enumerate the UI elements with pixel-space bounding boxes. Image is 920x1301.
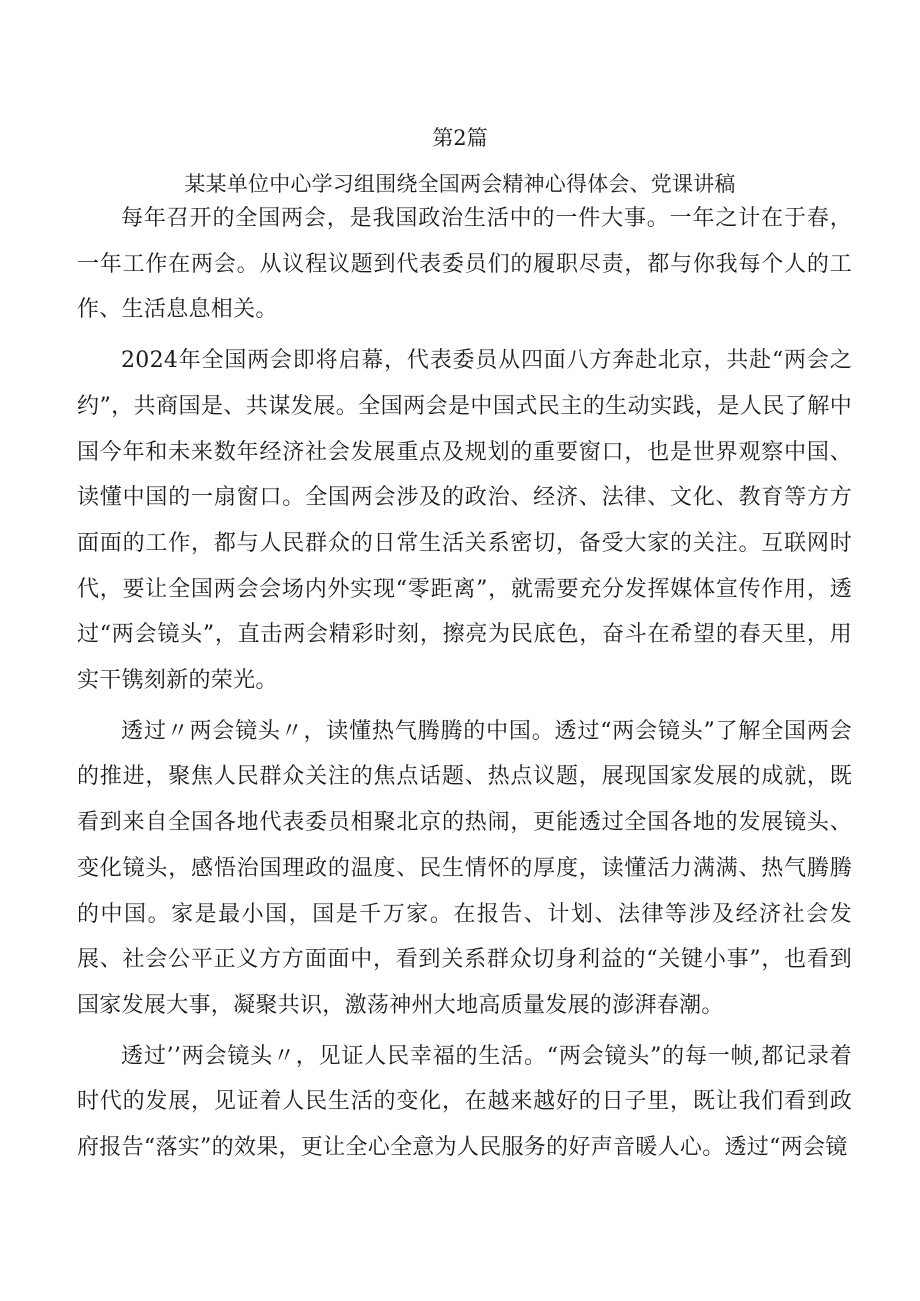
paragraph-2: 2024年全国两会即将启幕，代表委员从四面八方奔赴北京，共赴“两会之约”，共商国是、共谋发展。全国两会是中国式民主的生动实践，是人民了解中国今年和未来数年经济社会发展重点及规划的重要窗口，也是世界观察中国、读懂中国的一扇窗口。全国两会涉及的政治、经济、法律、文化、教育等方方面面的工作，都与人民群众的日常生活关系密切，备受大家的关注。互联网时代，要让全国两会会场内外实现“零距离”，就需要充分发挥媒体宣传作用，透过“两会镜头”，直击两会精彩时刻，擦亮为民底色，奋斗在希望的春天里，用实干镌刻新的荣光。 <box>77 348 852 694</box>
paragraph-1: 每年召开的全国两会，是我国政治生活中的一件大事。一年之计在于春，一年工作在两会。从议程议题到代表委员们的履职尽责，都与你我每个人的工作、生活息息相关。 <box>77 206 852 323</box>
paragraph-4: 透过’’两会镜头〃，见证人民幸福的生活。“两会镜头”的每一帧,都记录着时代的发展，见证着人民生活的变化，在越来越好的日子里，既让我们看到政府报告“落实”的效果，更让全心全意为人民服务的好声音暖人心。透过“两会镜 <box>77 1043 852 1161</box>
paragraph-3: 透过〃两会镜头〃，读懂热气腾腾的中国。透过“两会镜头”了解全国两会的推进，聚焦人民群众关注的焦点话题、热点议题，展现国家发展的成就，既看到来自全国各地代表委员相聚北京的热闹，更能透过全国各地的发展镜头、变化镜头，感悟治国理政的温度、民生情怀的厚度，读懂活力满满、热气腾腾的中国。家是最小国，国是千万家。在报告、计划、法律等涉及经济社会发展、社会公平正义方方面面中，看到关系群众切身利益的“关键小事”，也看到国家发展大事，凝聚共识，激荡神州大地高质量发展的澎湃春潮。 <box>77 718 852 1018</box>
document-body <box>77 196 852 1176</box>
section-label: 第2篇 <box>432 126 488 150</box>
document-title: 某某单位中心学习组围绕全国两会精神心得体会、党课讲稿 <box>184 172 736 196</box>
